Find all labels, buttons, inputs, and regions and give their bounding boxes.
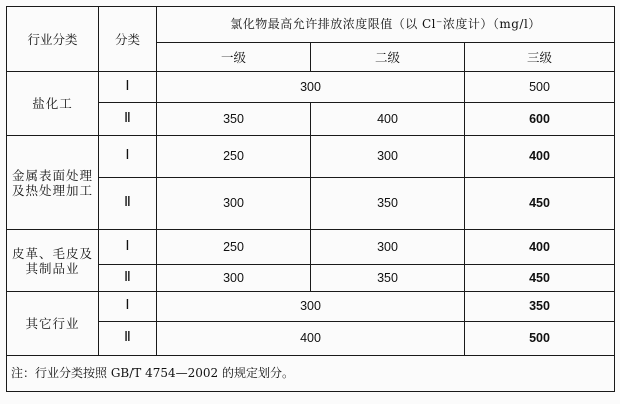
industry-cell bbox=[7, 230, 99, 292]
value-cell-level1: 300 bbox=[157, 265, 311, 292]
table-row bbox=[7, 292, 615, 322]
class-cell: Ⅱ bbox=[99, 265, 157, 292]
industry-line: 其它行业 bbox=[25, 316, 80, 331]
value-cell-level2: 400 bbox=[311, 103, 465, 136]
class-cell: Ⅰ bbox=[99, 72, 157, 103]
industry-line: 皮革、毛皮及 bbox=[11, 245, 93, 261]
header-level-1: 一级 bbox=[157, 43, 311, 72]
class-cell: Ⅱ bbox=[99, 178, 157, 230]
value-cell-level2: 350 bbox=[311, 265, 465, 292]
value-cell-level2: 300 bbox=[311, 136, 465, 178]
table-row bbox=[7, 178, 615, 230]
value-cell-level3: 600 bbox=[465, 103, 615, 136]
industry-cell bbox=[7, 136, 99, 230]
table-row bbox=[7, 322, 615, 356]
table-row bbox=[7, 265, 615, 292]
table-note: 注：行业分类按照 GB/T 4754—2002 的规定划分。 bbox=[7, 356, 615, 392]
table-row bbox=[7, 136, 615, 178]
value-cell-level3: 400 bbox=[465, 230, 615, 265]
chloride-limit-table bbox=[6, 6, 615, 392]
class-cell: Ⅰ bbox=[99, 136, 157, 178]
table-row bbox=[7, 230, 615, 265]
value-cell-level1: 250 bbox=[157, 136, 311, 178]
industry-line: 金属表面处理 bbox=[11, 167, 93, 183]
header-limit-title: 氯化物最高允许排放浓度限值（以 Cl⁻浓度计）（mg/l） bbox=[157, 7, 615, 43]
class-cell: Ⅰ bbox=[99, 230, 157, 265]
value-cell-level3: 450 bbox=[465, 265, 615, 292]
value-cell-level3: 500 bbox=[465, 322, 615, 356]
value-cell-merged: 300 bbox=[157, 72, 465, 103]
header-industry: 行业分类 bbox=[7, 7, 99, 72]
class-cell: Ⅱ bbox=[99, 322, 157, 356]
value-cell-level3: 350 bbox=[465, 292, 615, 322]
class-cell: Ⅰ bbox=[99, 292, 157, 322]
header-level-2: 二级 bbox=[311, 43, 465, 72]
value-cell-merged: 400 bbox=[157, 322, 465, 356]
industry-cell bbox=[7, 72, 99, 136]
value-cell-level3: 500 bbox=[465, 72, 615, 103]
header-level-3: 三级 bbox=[465, 43, 615, 72]
value-cell-level2: 300 bbox=[311, 230, 465, 265]
value-cell-level3: 450 bbox=[465, 178, 615, 230]
value-cell-merged: 300 bbox=[157, 292, 465, 322]
class-cell: Ⅱ bbox=[99, 103, 157, 136]
value-cell-level1: 250 bbox=[157, 230, 311, 265]
header-class: 分类 bbox=[99, 7, 157, 72]
table-row bbox=[7, 72, 615, 103]
industry-cell bbox=[7, 292, 99, 356]
industry-line: 盐化工 bbox=[32, 96, 73, 111]
value-cell-level1: 350 bbox=[157, 103, 311, 136]
table-row bbox=[7, 103, 615, 136]
value-cell-level3: 400 bbox=[465, 136, 615, 178]
industry-line: 其制品业 bbox=[25, 260, 80, 276]
value-cell-level2: 350 bbox=[311, 178, 465, 230]
industry-line: 及热处理加工 bbox=[11, 182, 93, 198]
value-cell-level1: 300 bbox=[157, 178, 311, 230]
